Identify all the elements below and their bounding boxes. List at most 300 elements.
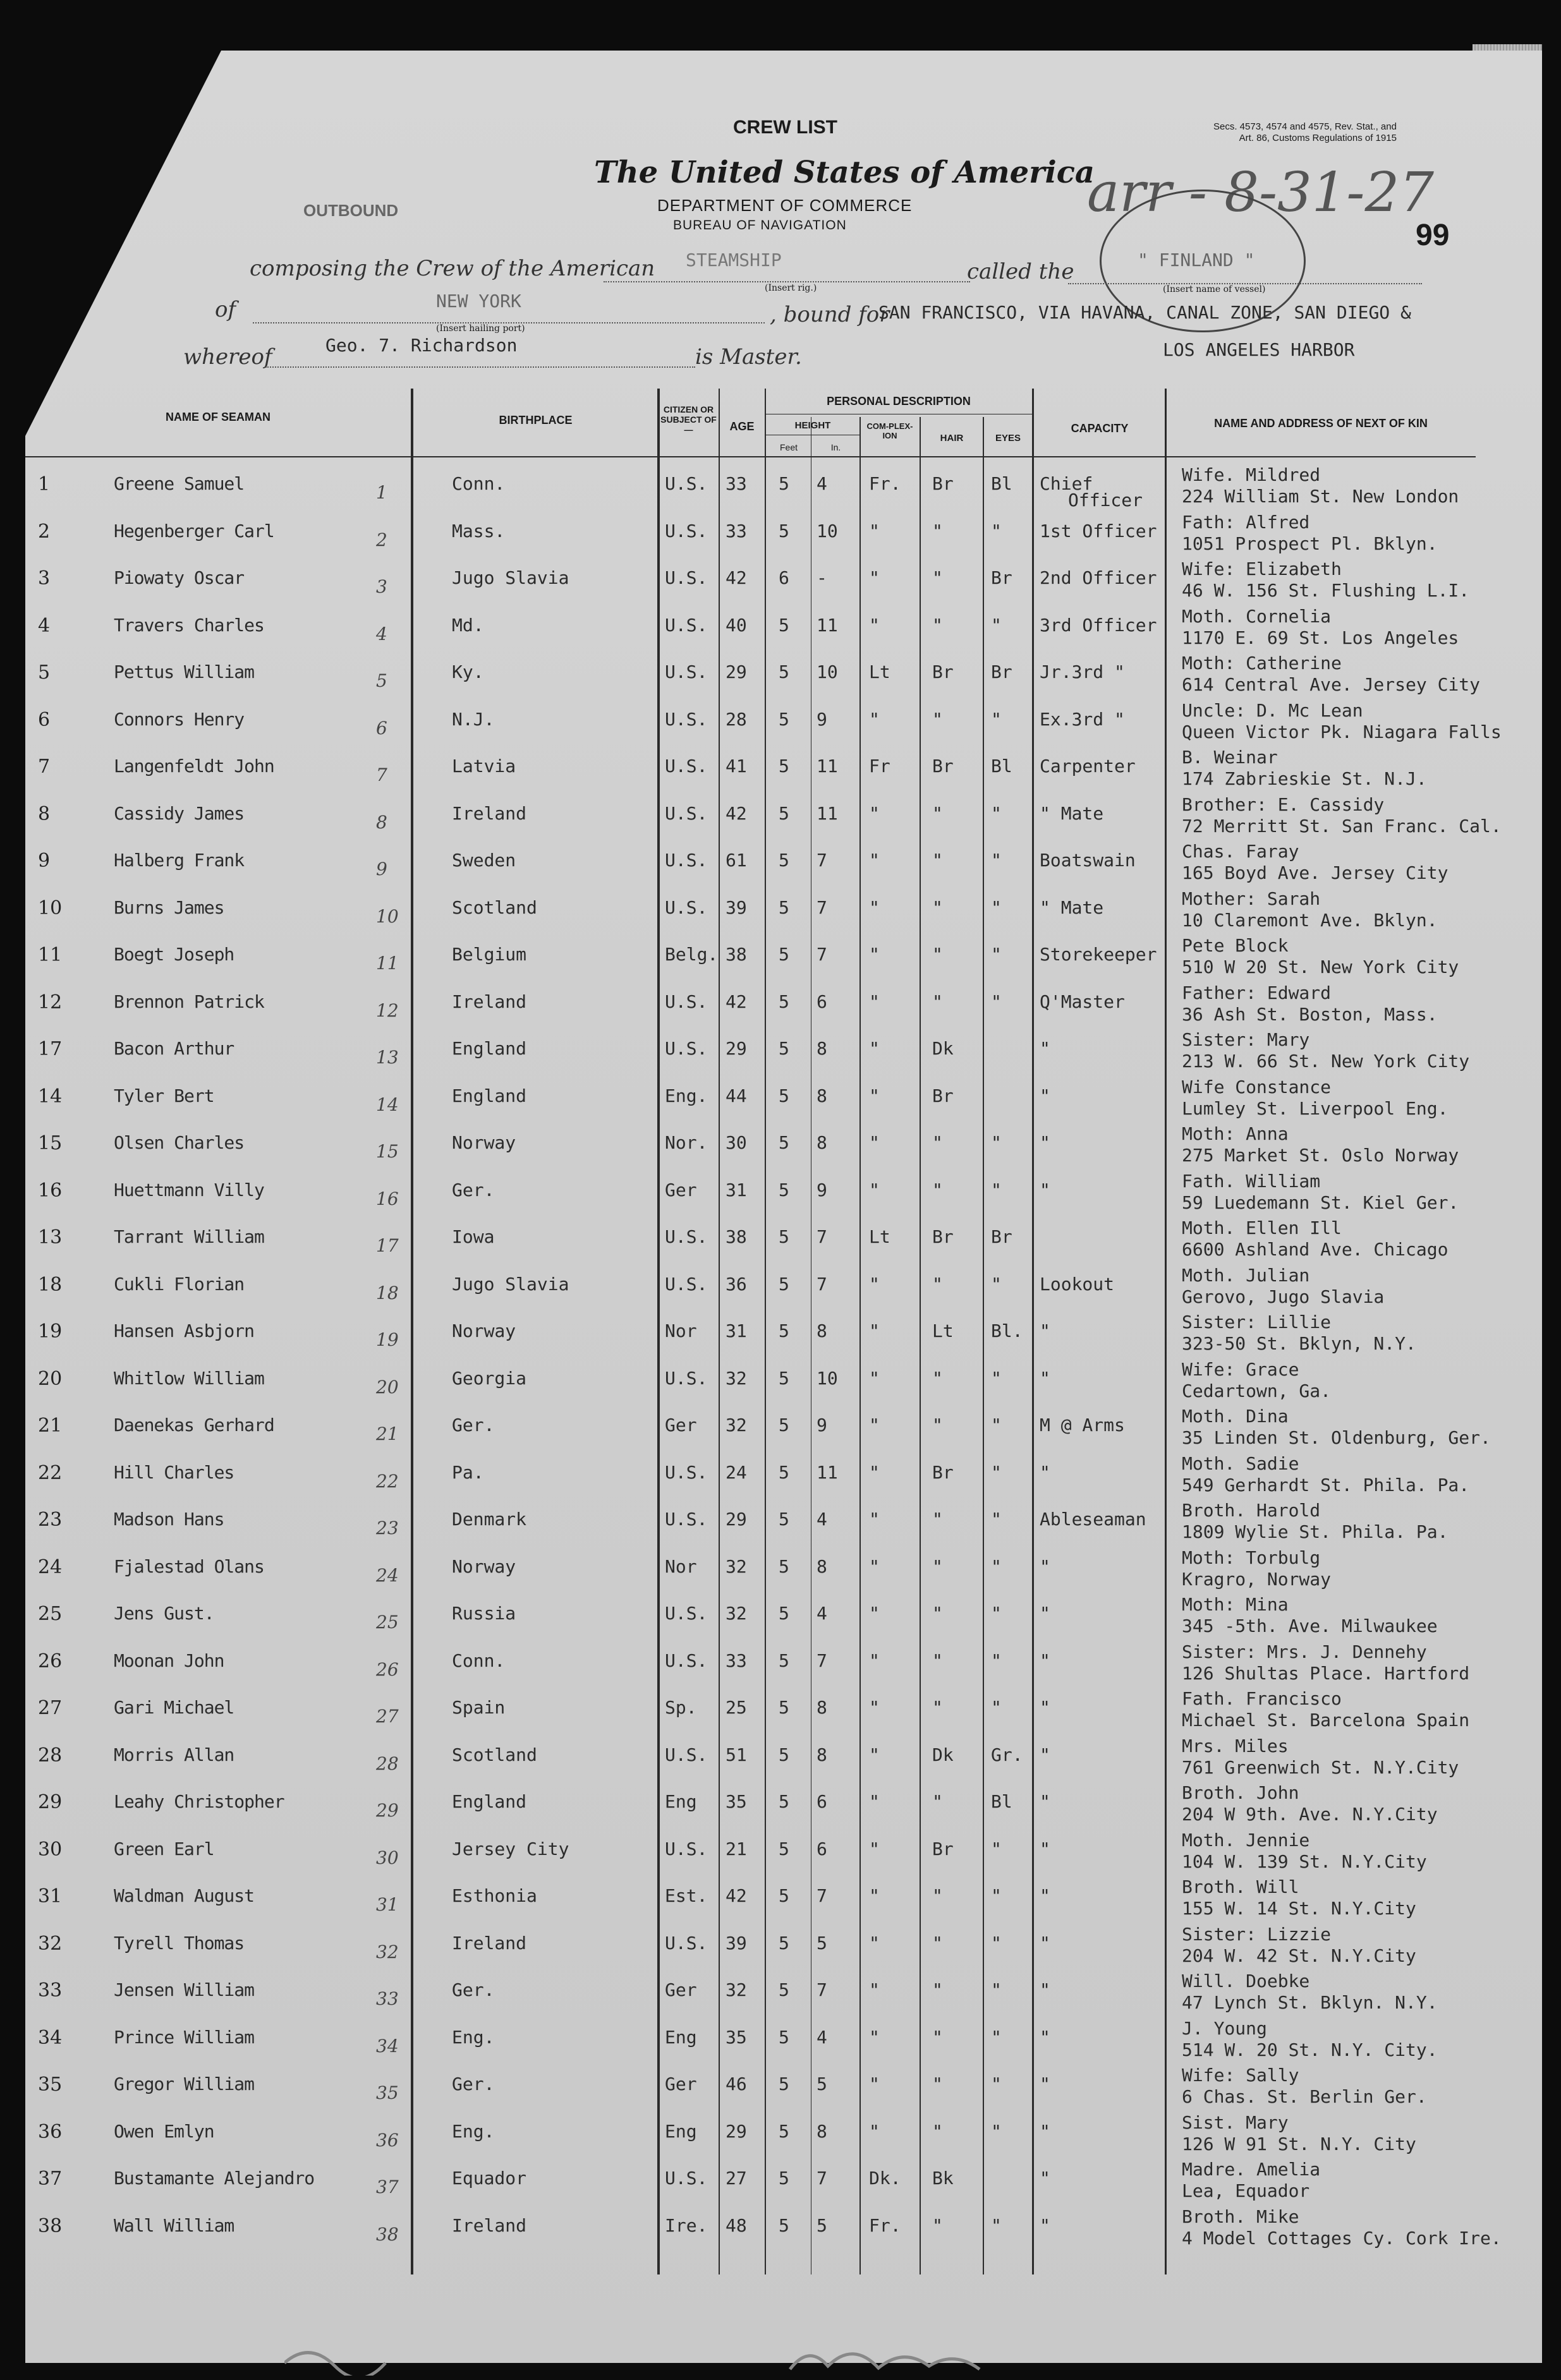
height-inches: 11 [817,756,838,776]
seaman-name: Whitlow William [114,1367,264,1389]
eye-color: " [991,614,1002,636]
pencil-number: 36 [376,2129,399,2151]
row-line-number: 13 [38,1226,63,1248]
pencil-number: 35 [376,2082,399,2103]
age: 33 [726,1650,747,1671]
birthplace: England [452,1791,527,1812]
table-row [0,1876,1561,1923]
seaman-name: Fjalestad Olans [114,1555,264,1577]
hair-color: " [932,1415,943,1435]
height-inches: 7 [817,1273,827,1295]
row-line-number: 11 [38,944,63,966]
eye-color: " [991,1838,1002,1859]
eye-color: " [991,1367,1002,1389]
row-line-number: 30 [38,1838,63,1861]
row-line-number: 5 [38,661,51,684]
age: 29 [726,1509,747,1530]
hair-color: Br [932,1085,954,1106]
seaman-name: Burns James [114,897,224,918]
age: 29 [726,1038,747,1059]
citizenship: Eng [665,1791,697,1812]
row-line-number: 28 [38,1744,63,1767]
seaman-name: Wall William [114,2214,234,2236]
complexion: " [869,991,880,1012]
eye-color: " [991,2214,1002,2236]
birthplace: Ireland [452,1932,527,1954]
row-line-number: 2 [38,520,51,543]
capacity: " [1040,2168,1050,2189]
capacity: " [1040,1038,1050,1059]
eye-color: Gr. [991,1744,1023,1765]
next-of-kin-name: Broth. Will [1182,1876,1299,1897]
next-of-kin-name: Wife. Mildred [1182,464,1321,485]
height-feet: 5 [779,1085,789,1106]
height-feet: 5 [779,1979,789,2000]
capacity: " [1040,1085,1050,1106]
next-of-kin-address: 345 -5th. Ave. Milwaukee [1182,1616,1438,1636]
height-feet: 5 [779,1509,789,1530]
height-inches: 4 [817,473,827,494]
height-feet: 6 [779,567,789,588]
complexion: " [869,1697,880,1718]
arrival-note: arr - 8-31-27 [1087,161,1434,224]
capacity: Lookout [1040,1273,1115,1295]
table-row [0,2065,1561,2111]
citizenship: U.S. [665,802,708,824]
capacity: " [1040,1885,1050,1906]
table-row [0,512,1561,559]
age: 42 [726,1885,747,1906]
next-of-kin-address: 549 Gerhardt St. Phila. Pa. [1182,1474,1470,1495]
col-next-of-kin: NAME AND ADDRESS OF NEXT OF KIN [1214,417,1428,430]
birthplace: Ger. [452,1179,495,1200]
seaman-name: Tyler Bert [114,1085,214,1106]
capacity: 2nd Officer [1040,567,1157,588]
table-row [0,2206,1561,2253]
age: 38 [726,1226,747,1247]
height-inches: 11 [817,1461,838,1483]
destination-line-2: LOS ANGELES HARBOR [1163,339,1355,360]
seaman-name: Bacon Arthur [114,1038,234,1059]
eye-color: " [991,1697,1002,1718]
height-feet: 5 [779,802,789,824]
age: 42 [726,567,747,588]
complexion: " [869,1273,880,1295]
table-row [0,1359,1561,1406]
hair-color: " [932,2120,943,2142]
height-inches: 8 [817,1697,827,1718]
next-of-kin-name: Sist. Mary [1182,2111,1289,2133]
next-of-kin-address: 4 Model Cottages Cy. Cork Ire. [1182,2227,1502,2249]
pencil-number: 15 [376,1141,399,1162]
citizenship: Ger [665,1415,697,1435]
pencil-number: 8 [376,811,387,833]
capacity: " [1040,1979,1050,2000]
height-feet: 5 [779,1273,789,1295]
hair-color: " [932,1367,943,1389]
next-of-kin-name: Sister: Lillie [1182,1312,1332,1332]
citizenship: Eng [665,2026,697,2048]
hair-color: " [932,944,943,965]
seaman-name: Brennon Patrick [114,991,264,1012]
birthplace: Ger. [452,2074,495,2094]
birthplace: Conn. [452,1650,506,1671]
height-feet: 5 [779,1885,789,1906]
table-row [0,1688,1561,1735]
height-feet: 5 [779,1132,789,1153]
next-of-kin-address: 514 W. 20 St. N.Y. City. [1182,2039,1438,2060]
seaman-name: Prince William [114,2026,255,2048]
table-row [0,1641,1561,1688]
birthplace: N.J. [452,708,495,730]
hair-color: " [932,802,943,824]
complexion: " [869,1650,880,1671]
complexion: " [869,708,880,730]
table-row [0,982,1561,1029]
is-master-label: is Master. [695,344,802,370]
seaman-name: Jensen William [114,1979,255,2000]
height-feet: 5 [779,1367,789,1389]
next-of-kin-address: 614 Central Ave. Jersey City [1182,674,1481,695]
height-inches: 6 [817,1838,827,1859]
row-line-number: 37 [38,2168,63,2190]
hair-color: " [932,1603,943,1624]
complexion: " [869,1791,880,1812]
hair-color: Bk [932,2168,954,2189]
pencil-number: 1 [376,482,387,503]
seaman-name: Hansen Asbjorn [114,1320,255,1341]
crew-line-prefix: composing the Crew of the American [250,256,655,281]
next-of-kin-name: Moth: Catherine [1182,653,1342,674]
age: 30 [726,1132,747,1153]
eye-color: " [991,802,1002,824]
citizenship: Nor [665,1555,697,1577]
eye-color: " [991,1885,1002,1906]
height-inches: 7 [817,1650,827,1671]
capacity: " [1040,2214,1050,2236]
complexion: " [869,2074,880,2094]
table-row [0,1971,1561,2017]
seaman-name: Madson Hans [114,1509,224,1530]
hair-color: " [932,850,943,871]
law-reference [1213,121,1397,144]
department-label: DEPARTMENT OF COMMERCE [657,196,913,215]
age: 33 [726,520,747,541]
row-line-number: 19 [38,1320,63,1343]
seaman-name: Hill Charles [114,1461,234,1483]
row-line-number: 25 [38,1603,63,1625]
birthplace: Equador [452,2168,527,2189]
citizenship: U.S. [665,567,708,588]
citizenship: U.S. [665,1367,708,1389]
seaman-name: Piowaty Oscar [114,567,245,588]
citizenship: U.S. [665,1603,708,1624]
table-row [0,1782,1561,1829]
eye-color: " [991,1650,1002,1671]
pencil-number: 21 [376,1423,399,1444]
next-of-kin-address: 204 W. 42 St. N.Y.City [1182,1945,1416,1966]
eye-color: " [991,1179,1002,1200]
table-row [0,841,1561,888]
complexion: Fr. [869,473,901,494]
table-row [0,2112,1561,2159]
age: 40 [726,614,747,636]
height-inches: 9 [817,1179,827,1200]
citizenship: U.S. [665,1461,708,1483]
complexion: Lt [869,1226,890,1247]
age: 46 [726,2074,747,2094]
age: 29 [726,661,747,682]
rig-hint: (Insert rig.) [765,283,817,293]
height-feet: 5 [779,756,789,776]
next-of-kin-name: Fath: Alfred [1182,511,1310,533]
next-of-kin-name: Sister: Lizzie [1182,1923,1332,1945]
hair-color: " [932,1179,943,1200]
capacity: " [1040,1179,1050,1200]
birthplace: Ky. [452,661,484,682]
capacity: " [1040,1132,1050,1153]
birthplace: Ger. [452,1979,495,2000]
pencil-number: 2 [376,529,387,550]
birthplace: Belgium [452,944,527,965]
height-feet: 5 [779,2026,789,2048]
pencil-number: 30 [376,1847,399,1868]
table-row [0,794,1561,841]
height-inches: 4 [817,2026,827,2048]
col-birthplace: BIRTHPLACE [499,414,573,426]
citizenship: U.S. [665,1226,708,1247]
pencil-number: 10 [376,905,399,927]
age: 36 [726,1273,747,1295]
next-of-kin-name: Broth. Mike [1182,2206,1299,2227]
table-row [0,1453,1561,1500]
row-line-number: 17 [38,1038,63,1060]
pencil-number: 11 [376,953,399,974]
next-of-kin-address: 72 Merritt St. San Franc. Cal. [1182,815,1502,837]
age: 29 [726,2120,747,2142]
capacity: 1st Officer [1040,520,1157,541]
birthplace: Scotland [452,897,537,918]
of-label: of [215,297,236,322]
table-row [0,747,1561,794]
row-line-number: 9 [38,850,51,872]
table-row [0,1736,1561,1782]
next-of-kin-address: 204 W 9th. Ave. N.Y.City [1182,1804,1438,1825]
height-feet: 5 [779,1650,789,1671]
table-row [0,1406,1561,1453]
citizenship: Est. [665,1885,708,1906]
pencil-number: 9 [376,859,387,879]
next-of-kin-name: Brother: E. Cassidy [1182,794,1385,815]
next-of-kin-name: J. Young [1182,2017,1267,2039]
next-of-kin-address: 275 Market St. Oslo Norway [1182,1145,1459,1166]
next-of-kin-address: Michael St. Barcelona Spain [1182,1710,1470,1731]
eye-color: " [991,1603,1002,1624]
next-of-kin-address: 510 W 20 St. New York City [1182,957,1459,977]
height-inches: 8 [817,2120,827,2142]
hair-color: Br [932,1838,954,1859]
height-inches: 11 [817,802,838,824]
capacity: " [1040,1461,1050,1483]
hair-color: " [932,520,943,541]
eye-color: Bl [991,1791,1012,1812]
birthplace: Esthonia [452,1885,537,1906]
height-feet: 5 [779,2214,789,2236]
seaman-name: Halberg Frank [114,850,245,871]
complexion: " [869,1415,880,1435]
age: 51 [726,1744,747,1765]
pencil-number: 31 [376,1894,399,1915]
table-row [0,1500,1561,1547]
eye-color: " [991,1932,1002,1954]
next-of-kin-address: 224 William St. New London [1182,486,1459,507]
col-age: AGE [729,420,755,433]
birthplace: Sweden [452,850,516,871]
next-of-kin-address: 46 W. 156 St. Flushing L.I. [1182,580,1470,601]
height-inches: 11 [817,614,838,636]
birthplace: Conn. [452,473,506,494]
row-line-number: 1 [38,473,51,495]
pencil-number: 37 [376,2177,399,2197]
hair-color: " [932,1509,943,1530]
next-of-kin-name: B. Weinar [1182,747,1278,768]
hair-color: " [932,1885,943,1906]
height-feet: 5 [779,850,789,871]
capacity: Q'Master [1040,991,1125,1012]
height-inches: 8 [817,1038,827,1059]
pencil-number: 7 [376,764,387,785]
eye-color: " [991,520,1002,541]
next-of-kin-name: Father: Edward [1182,982,1332,1003]
complexion: " [869,1979,880,2000]
capacity: " [1040,1650,1050,1671]
pencil-number: 6 [376,717,387,739]
age: 32 [726,1555,747,1577]
citizenship: U.S. [665,2168,708,2189]
birthplace: Jugo Slavia [452,1273,569,1295]
row-line-number: 23 [38,1509,63,1531]
table-row [0,888,1561,935]
eye-color: " [991,1979,1002,2000]
citizenship: U.S. [665,1744,708,1765]
table-row [0,1312,1561,1358]
row-line-number: 10 [38,897,63,919]
row-line-number: 16 [38,1179,63,1202]
complexion: " [869,1509,880,1530]
complexion: " [869,1132,880,1153]
table-row [0,1171,1561,1217]
table-row [0,1594,1561,1641]
pencil-number: 27 [376,1706,399,1727]
next-of-kin-address: Gerovo, Jugo Slavia [1182,1286,1385,1307]
height-inches: 9 [817,708,827,730]
hair-color: " [932,1273,943,1295]
seaman-name: Langenfeldt John [114,756,274,776]
seaman-name: Green Earl [114,1838,214,1859]
seaman-name: Boegt Joseph [114,944,234,965]
age: 44 [726,1085,747,1106]
capacity: Ex.3rd " [1040,708,1125,730]
citizenship: Nor [665,1320,697,1341]
height-feet: 5 [779,944,789,965]
eye-color: " [991,1461,1002,1483]
capacity: " [1040,1555,1050,1577]
hair-color: Dk [932,1038,954,1059]
complexion: Fr. [869,2214,901,2236]
height-feet: 5 [779,1226,789,1247]
row-line-number: 8 [38,802,51,825]
citizenship: U.S. [665,1038,708,1059]
capacity: " Mate [1040,802,1104,824]
next-of-kin-address: Lea, Equador [1182,2180,1310,2201]
capacity-line-2: Officer [1068,490,1143,510]
hair-color: Br [932,1461,954,1483]
birthplace: Ireland [452,2214,527,2236]
next-of-kin-name: Moth: Mina [1182,1594,1289,1615]
called-the-label: called the [967,259,1074,284]
pencil-number: 33 [376,1988,399,2009]
hair-color: " [932,1650,943,1671]
row-line-number: 20 [38,1367,63,1390]
age: 32 [726,1603,747,1624]
table-row [0,1924,1561,1971]
whereof-label: whereof [183,344,272,370]
pencil-number: 29 [376,1800,399,1821]
row-line-number: 4 [38,614,51,637]
pencil-number: 5 [376,670,387,691]
capacity: Storekeeper [1040,944,1157,965]
complexion: " [869,1838,880,1859]
citizenship: U.S. [665,897,708,918]
row-line-number: 35 [38,2074,63,2096]
birthplace: Norway [452,1555,516,1577]
age: 32 [726,1979,747,2000]
eye-color: " [991,1555,1002,1577]
pencil-number: 34 [376,2035,399,2057]
complexion: " [869,2026,880,2048]
col-hair: HAIR [940,433,964,444]
birthplace: Pa. [452,1461,484,1483]
capacity: " [1040,2074,1050,2094]
birthplace: Eng. [452,2120,495,2142]
age: 32 [726,1415,747,1435]
next-of-kin-address: 36 Ash St. Boston, Mass. [1182,1003,1438,1025]
capacity: Chief [1040,473,1093,494]
col-capacity: CAPACITY [1071,422,1129,435]
next-of-kin-address: 59 Luedemann St. Kiel Ger. [1182,1192,1459,1213]
citizenship: Belg. [665,944,719,965]
capacity: " [1040,2026,1050,2048]
age: 24 [726,1461,747,1483]
complexion: " [869,1038,880,1059]
citizenship: Ger [665,2074,697,2094]
height-inches: 7 [817,850,827,871]
age: 35 [726,2026,747,2048]
citizenship: U.S. [665,520,708,541]
row-line-number: 24 [38,1555,63,1578]
table-row [0,2159,1561,2206]
rig-value: STEAMSHIP [686,250,782,270]
eye-color: " [991,708,1002,730]
height-inches: 8 [817,1320,827,1341]
table-row [0,606,1561,653]
next-of-kin-address: 1051 Prospect Pl. Bklyn. [1182,533,1438,554]
complexion: " [869,1320,880,1341]
complexion: " [869,1603,880,1624]
complexion: " [869,850,880,871]
eye-color: Bl [991,473,1012,494]
height-feet: 5 [779,2074,789,2094]
